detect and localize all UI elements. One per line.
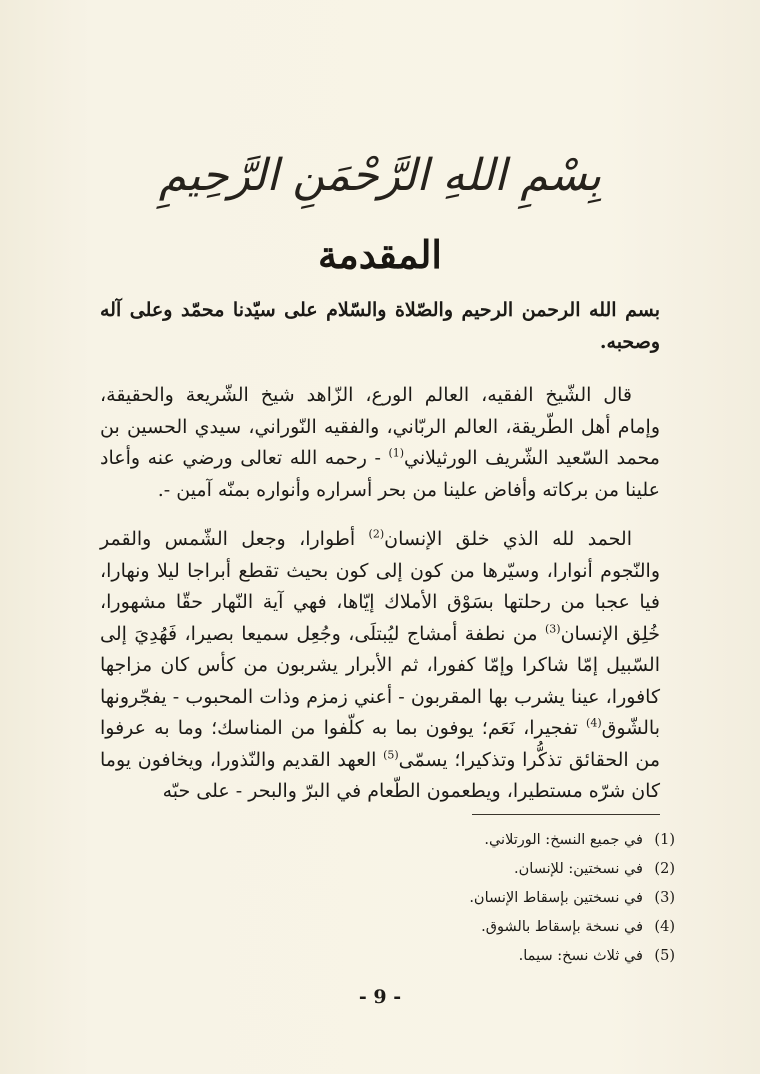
footnote-number: (5) (654, 948, 675, 964)
footnote-text: في نسختين بإسقاط الإنسان. (469, 890, 643, 906)
footnote-item (225, 855, 675, 884)
footnote-ref-1[interactable]: (1) (388, 446, 405, 460)
footnote-ref-5[interactable]: (5) (383, 748, 399, 762)
paragraph-hamd (100, 524, 660, 808)
paragraph-text: - رحمه الله تعالى ورضي عنه وأعاد علينا من بركاته وأفاض علينا من بحر أسراره وأنواره بمنّه آمين -. (100, 447, 660, 501)
footnote-text: في ثلاث نسخ: سيما. (518, 948, 643, 964)
paragraph-text: من نطفة أمشاج ليُبتلَى، وجُعِل سميعا بصيرا، فَهُدِيَ إلى السّبيل إمّا شاكرا وإمّا كفورا، ثم الأبرار يشربون من كأس كان مزاجها كافورا، عينا يشرب بها المقربون - أعني زمزم وذات المحبوب - يفجّرونها بالشّوق (100, 622, 660, 739)
footnote-item (225, 913, 675, 942)
footnote-item (225, 884, 675, 913)
footnote-number: (3) (654, 890, 675, 906)
footnote-item (225, 942, 675, 971)
footnote-ref-3[interactable]: (3) (544, 622, 561, 636)
main-text (100, 295, 660, 826)
footnote-text: في جميع النسخ: الورتلاني. (484, 832, 643, 848)
footnote-ref-4[interactable]: (4) (586, 716, 602, 730)
footnote-item (225, 826, 675, 855)
footnote-number: (4) (654, 919, 675, 935)
paragraph-text: العهد القديم والنّذورا، ويخافون يوما كان شرّه مستطيرا، ويطعمون الطّعام في البرّ والبحر - على حبّه (100, 748, 660, 802)
footnote-text: في نسخة بإسقاط بالشوق. (481, 919, 643, 935)
footnote-number: (2) (654, 861, 675, 877)
paragraph-text: الحمد لله الذي خلق الإنسان (384, 528, 632, 550)
footnote-number: (1) (654, 832, 675, 848)
page-title: المقدمة (317, 232, 442, 277)
page-number: - 9 - (358, 986, 402, 1008)
paragraph-text: أطوارا، وجعل الشّمس والقمر والنّجوم أنوارا، وسيّرها من كون إلى كون بحيث تقطع أبراجا ليلا ونهارا، فيا عجبا من رحلتها بسَوْق الأملاك إيّاها، فهي آية النّهار حقّا مشهورا، خُلِق الإنسان (100, 528, 660, 645)
footnote-text: في نسختين: للإنسان. (514, 861, 643, 877)
paragraph-text: تفجيرا، نَعَم؛ يوفون بما به كلّفوا من المناسك؛ وما به عرفوا من الحقائق تذكُّرا وتذكيرا؛ يسمّى (100, 717, 660, 771)
footnotes-list (225, 826, 675, 971)
opening-paragraph: بسم الله الرحمن الرحيم والصّلاة والسّلام على سيّدنا محمّد وعلى آله وصحبه. (100, 299, 660, 353)
paragraph-text: قال الشّيخ الفقيه، العالم الورع، الزّاهد شيخ الشّريعة والحقيقة، وإمام أهل الطّريقة، العالم الربّاني، والفقيه النّوراني، سيدي الحسين بن محمد السّعيد الشّريف الورثيلاني (100, 384, 660, 469)
footnote-ref-2[interactable]: (2) (368, 527, 385, 541)
paragraph-author-intro (100, 380, 660, 506)
footnote-divider (472, 814, 660, 815)
basmala-calligraphy: بِسْمِ اللهِ الرَّحْمَنِ الرَّحِيمِ (158, 150, 602, 201)
